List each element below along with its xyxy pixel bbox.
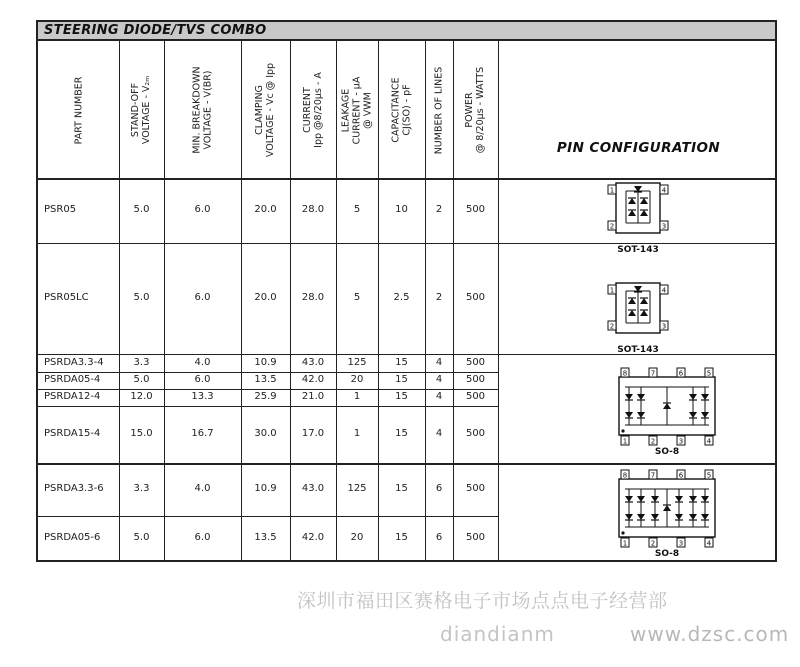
header-line: CURRENT	[302, 87, 313, 133]
value-cell-power: 500	[465, 390, 486, 402]
column-header-label	[131, 76, 153, 144]
value-cell-power: 500	[465, 204, 486, 215]
pin-number: 2	[609, 322, 615, 331]
diode-symbol	[675, 514, 683, 520]
diode-symbol	[637, 394, 645, 400]
diode-symbol	[637, 514, 645, 520]
watermark-chinese: 深圳市福田区赛格电子市场点点电子经营部	[297, 590, 668, 612]
value-cell-lines: 4	[435, 356, 443, 368]
value-cell-cap: 15	[395, 428, 408, 439]
datasheet-table	[36, 20, 777, 562]
diode-symbol	[628, 298, 636, 304]
value-cell-power: 500	[465, 373, 486, 385]
diode-symbol	[701, 394, 709, 400]
column-header-label	[434, 66, 445, 154]
column-header-cap	[378, 41, 425, 179]
pin-number: 4	[706, 539, 712, 548]
table-title: STEERING DIODE/TVS COMBO	[44, 23, 267, 38]
diode-symbol	[701, 514, 709, 520]
value-cell-lines: 6	[435, 483, 443, 494]
diode-symbol	[663, 505, 671, 511]
value-cell-lines: 6	[435, 532, 443, 543]
diode-symbol	[701, 412, 709, 418]
diode-symbol	[628, 210, 636, 216]
value-cell-leak: 20	[350, 532, 364, 543]
column-header-lines	[425, 41, 453, 179]
diode-symbol	[625, 412, 633, 418]
diode-symbol	[689, 412, 697, 418]
diode-symbol	[701, 496, 709, 502]
column-header-label	[255, 63, 277, 157]
column-header-part	[38, 41, 119, 179]
diode-symbol	[689, 394, 697, 400]
part-number-cell: PSRDA12-4	[44, 390, 101, 402]
value-cell-vc: 25.9	[254, 390, 277, 402]
value-cell-vc: 20.0	[254, 292, 277, 303]
column-header-label	[465, 67, 487, 153]
pin-number: 7	[650, 471, 656, 480]
pin-number: 1	[609, 186, 615, 195]
value-cell-vwm: 5.0	[133, 204, 150, 215]
value-cell-vwm: 5.0	[133, 373, 150, 385]
pin1-marker	[621, 531, 624, 534]
table-title-bar	[38, 22, 775, 41]
value-cell-leak: 1	[353, 428, 361, 439]
watermark-partial: diandianm	[440, 622, 555, 646]
sot-143-diagram	[598, 177, 678, 245]
header-line: CAPACITANCE	[390, 77, 402, 143]
value-cell-ipp: 42.0	[301, 532, 325, 543]
sot-143-diagram	[598, 277, 678, 345]
package-label: SO-8	[654, 549, 680, 559]
value-cell-power: 500	[465, 483, 486, 494]
value-cell-power: 500	[465, 356, 486, 368]
pin-number: 8	[622, 369, 628, 378]
diode-symbol	[640, 198, 648, 204]
part-number-cell: PSRDA15-4	[44, 428, 101, 439]
value-cell-vwm: 15.0	[130, 428, 153, 439]
pin-number: 3	[661, 222, 667, 231]
header-line: POWER	[464, 92, 476, 128]
diode-symbol	[640, 298, 648, 304]
pin-number: 3	[678, 539, 684, 548]
value-cell-ipp: 21.0	[301, 390, 325, 402]
value-cell-ipp: 28.0	[301, 292, 325, 303]
value-cell-vbr: 6.0	[194, 204, 211, 215]
value-cell-ipp: 17.0	[301, 428, 325, 439]
diode-symbol	[689, 496, 697, 502]
value-cell-cap: 15	[395, 532, 408, 543]
value-cell-vbr: 6.0	[194, 532, 211, 543]
value-cell-lines: 2	[435, 204, 443, 215]
pin-number: 6	[678, 471, 684, 480]
group-divider	[38, 463, 777, 465]
diode-symbol	[651, 496, 659, 502]
value-cell-vbr: 13.3	[191, 390, 214, 402]
value-cell-leak: 5	[353, 292, 361, 303]
diode-symbol	[637, 412, 645, 418]
header-line: VOLTAGE - V(BR)	[202, 70, 214, 150]
header-line: @ 8/20μs - WATTS	[475, 66, 487, 154]
value-cell-lines: 4	[435, 373, 443, 385]
value-cell-vwm: 5.0	[133, 292, 150, 303]
value-cell-cap: 15	[395, 356, 408, 368]
so-8-package	[611, 469, 723, 561]
value-cell-power: 500	[465, 532, 486, 543]
pin-number: 1	[609, 286, 615, 295]
value-cell-vwm: 12.0	[130, 390, 153, 402]
part-number-cell: PSR05LC	[44, 292, 89, 303]
pin-number: 7	[650, 369, 656, 378]
so-8-diagram	[611, 367, 723, 447]
value-cell-vbr: 4.0	[194, 356, 211, 368]
value-cell-vc: 10.9	[254, 356, 277, 368]
part-number-cell: PSRDA3.3-6	[44, 483, 104, 494]
column-header-vbr	[164, 41, 241, 179]
diode-symbol	[625, 514, 633, 520]
value-cell-ipp: 43.0	[301, 483, 325, 494]
value-cell-power: 500	[465, 292, 486, 303]
part-number-cell: PSRDA05-4	[44, 373, 101, 385]
diode-symbol	[628, 310, 636, 316]
value-cell-vc: 10.9	[254, 483, 277, 494]
pin-number: 8	[622, 471, 628, 480]
column-header-label	[341, 76, 374, 144]
row-divider	[38, 406, 498, 407]
header-line: STAND-OFF	[130, 82, 142, 138]
watermark-url: www.dzsc.com	[630, 622, 790, 646]
diode-symbol	[637, 496, 645, 502]
pin-number: 2	[650, 539, 656, 548]
diode-symbol	[640, 310, 648, 316]
value-cell-leak: 125	[347, 483, 367, 494]
value-cell-ipp: 28.0	[301, 204, 325, 215]
package-label: SOT-143	[617, 345, 659, 355]
column-header-power	[453, 41, 498, 179]
pin-number: 4	[661, 286, 667, 295]
pin-number: 6	[678, 369, 684, 378]
part-number-cell: PSR05	[44, 204, 77, 215]
pin-number: 3	[661, 322, 667, 331]
column-header-vwm	[119, 41, 164, 179]
pin1-marker	[621, 429, 624, 432]
value-cell-lines: 4	[435, 390, 443, 402]
value-cell-ipp: 42.0	[301, 373, 325, 385]
value-cell-vbr: 6.0	[194, 373, 211, 385]
pin-number: 2	[609, 222, 615, 231]
value-cell-leak: 5	[353, 204, 361, 215]
column-header-vc	[241, 41, 290, 179]
diode-symbol	[663, 403, 671, 409]
value-cell-cap: 2.5	[393, 292, 410, 303]
pin-number: 5	[706, 471, 712, 480]
header-line: CLAMPING	[254, 85, 266, 135]
value-cell-vc: 20.0	[254, 204, 277, 215]
value-cell-vc: 13.5	[254, 373, 277, 385]
diode-symbol	[625, 496, 633, 502]
value-cell-lines: 4	[435, 428, 443, 439]
value-cell-vwm: 3.3	[133, 483, 150, 494]
pin-number: 1	[622, 539, 628, 548]
column-header-label	[302, 72, 324, 148]
package-label: SO-8	[654, 447, 680, 457]
value-cell-vbr: 4.0	[194, 483, 211, 494]
header-line: CURRENT - μA	[351, 76, 363, 144]
so-8-package	[611, 367, 723, 459]
diode-symbol	[675, 496, 683, 502]
diode-symbol	[689, 514, 697, 520]
value-cell-vbr: 16.7	[191, 428, 214, 439]
value-cell-lines: 2	[435, 292, 443, 303]
pin-number: 2	[650, 437, 656, 446]
value-cell-leak: 1	[353, 390, 361, 402]
value-cell-cap: 15	[395, 373, 408, 385]
column-header-ipp	[290, 41, 336, 179]
pin-number: 5	[706, 369, 712, 378]
value-cell-vc: 30.0	[254, 428, 277, 439]
diode-symbol	[625, 394, 633, 400]
header-line: VOLTAGE - V₂ₘ	[141, 75, 153, 145]
pin-configuration-title: PIN CONFIGURATION	[556, 140, 721, 156]
package-label: SOT-143	[617, 245, 659, 255]
sot-143-package	[598, 277, 678, 357]
header-line: @ VWM	[362, 91, 374, 129]
header-line: MIN. BREAKDOWN	[191, 66, 203, 154]
value-cell-ipp: 43.0	[301, 356, 325, 368]
row-divider	[38, 516, 498, 517]
value-cell-cap: 15	[395, 390, 408, 402]
so-8-diagram	[611, 469, 723, 549]
header-line: Ipp @8/20μs - A	[313, 72, 324, 148]
value-cell-leak: 20	[350, 373, 364, 385]
column-header-label	[391, 77, 413, 142]
header-line: LEAKAGE	[340, 88, 352, 132]
column-header-label	[192, 66, 214, 153]
column-header-label	[73, 76, 84, 144]
value-cell-vwm: 3.3	[133, 356, 150, 368]
sot-143-package	[598, 177, 678, 257]
column-header-leak	[336, 41, 378, 179]
value-cell-vwm: 5.0	[133, 532, 150, 543]
column-divider	[498, 41, 499, 562]
value-cell-leak: 125	[347, 356, 367, 368]
part-number-cell: PSRDA3.3-4	[44, 356, 104, 368]
header-line: VOLTAGE - Vc @ Ipp	[265, 62, 277, 158]
value-cell-cap: 15	[395, 483, 408, 494]
part-number-cell: PSRDA05-6	[44, 532, 101, 543]
value-cell-vc: 13.5	[254, 532, 277, 543]
pin-number: 4	[706, 437, 712, 446]
pin-number: 3	[678, 437, 684, 446]
value-cell-power: 500	[465, 428, 486, 439]
diode-symbol	[628, 198, 636, 204]
value-cell-cap: 10	[395, 204, 408, 215]
diode-symbol	[640, 210, 648, 216]
diode-symbol	[651, 514, 659, 520]
pin-number: 1	[622, 437, 628, 446]
header-line: PART NUMBER	[72, 76, 84, 144]
pin-number: 4	[661, 186, 667, 195]
header-line: CJ(SO) - pF	[401, 84, 413, 136]
header-line: NUMBER OF LINES	[433, 66, 445, 154]
value-cell-vbr: 6.0	[194, 292, 211, 303]
